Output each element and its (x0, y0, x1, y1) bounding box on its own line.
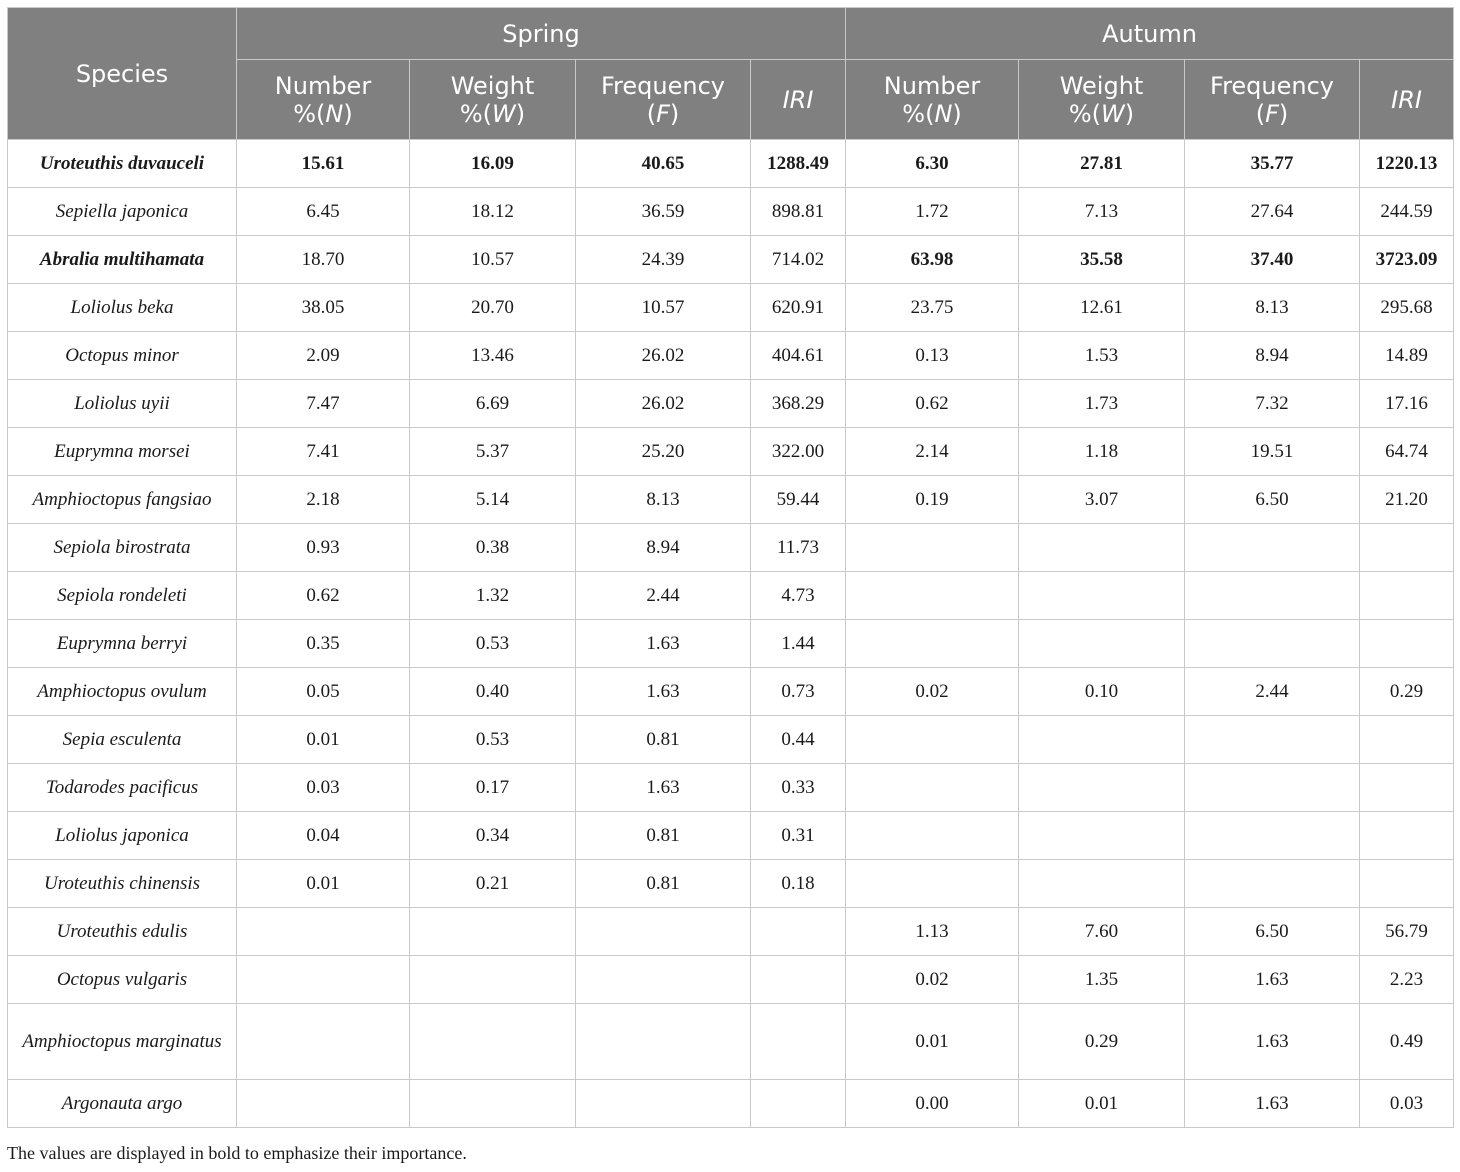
value-cell: 0.13 (846, 332, 1019, 380)
value-cell (846, 716, 1019, 764)
table-row (8, 140, 1454, 188)
value-cell: 0.01 (237, 860, 410, 908)
value-cell: 1.35 (1019, 956, 1185, 1004)
value-cell: 1.53 (1019, 332, 1185, 380)
value-cell (237, 1004, 410, 1080)
value-cell: 12.61 (1019, 284, 1185, 332)
value-cell: 1.44 (751, 620, 846, 668)
value-cell (1360, 620, 1454, 668)
value-cell: 1.18 (1019, 428, 1185, 476)
value-cell: 64.74 (1360, 428, 1454, 476)
value-cell (237, 908, 410, 956)
value-cell (576, 1080, 751, 1128)
value-cell: 8.94 (1185, 332, 1360, 380)
table-row (8, 956, 1454, 1004)
value-cell: 0.05 (237, 668, 410, 716)
value-cell (1185, 716, 1360, 764)
value-cell: 0.62 (846, 380, 1019, 428)
value-cell: 2.23 (1360, 956, 1454, 1004)
value-cell: 0.10 (1019, 668, 1185, 716)
value-cell: 26.02 (576, 380, 751, 428)
col-header: Number %(N) (237, 60, 410, 140)
value-cell: 295.68 (1360, 284, 1454, 332)
value-cell: 0.33 (751, 764, 846, 812)
value-cell (1360, 860, 1454, 908)
value-cell (846, 860, 1019, 908)
value-cell: 0.31 (751, 812, 846, 860)
table-row (8, 188, 1454, 236)
cephalopod-iri-table (7, 7, 1454, 1128)
species-cell: Loliolus uyii (8, 380, 237, 428)
species-cell: Euprymna morsei (8, 428, 237, 476)
species-cell: Octopus vulgaris (8, 956, 237, 1004)
value-cell: 5.37 (410, 428, 576, 476)
table-row (8, 668, 1454, 716)
value-cell: 7.60 (1019, 908, 1185, 956)
value-cell: 40.65 (576, 140, 751, 188)
value-cell: 17.16 (1360, 380, 1454, 428)
value-cell: 10.57 (410, 236, 576, 284)
value-cell (1185, 860, 1360, 908)
value-cell (1185, 764, 1360, 812)
value-cell: 0.38 (410, 524, 576, 572)
value-cell: 368.29 (751, 380, 846, 428)
value-cell (576, 956, 751, 1004)
value-cell: 6.45 (237, 188, 410, 236)
value-cell: 59.44 (751, 476, 846, 524)
value-cell: 0.02 (846, 956, 1019, 1004)
value-cell: 1.63 (576, 764, 751, 812)
value-cell: 11.73 (751, 524, 846, 572)
value-cell: 714.02 (751, 236, 846, 284)
table-row (8, 284, 1454, 332)
species-cell: Argonauta argo (8, 1080, 237, 1128)
value-cell: 36.59 (576, 188, 751, 236)
value-cell: 24.39 (576, 236, 751, 284)
value-cell: 6.50 (1185, 476, 1360, 524)
value-cell: 0.29 (1019, 1004, 1185, 1080)
value-cell (846, 620, 1019, 668)
value-cell: 5.14 (410, 476, 576, 524)
col-header: Number %(N) (846, 60, 1019, 140)
table-row (8, 908, 1454, 956)
value-cell: 0.00 (846, 1080, 1019, 1128)
value-cell: 1.63 (576, 620, 751, 668)
species-cell: Loliolus beka (8, 284, 237, 332)
col-header: Weight %(W) (1019, 60, 1185, 140)
value-cell (1185, 620, 1360, 668)
value-cell (1185, 572, 1360, 620)
species-header: Species (8, 8, 237, 140)
table-row (8, 1004, 1454, 1080)
value-cell: 1.13 (846, 908, 1019, 956)
value-cell: 0.29 (1360, 668, 1454, 716)
value-cell: 0.81 (576, 812, 751, 860)
table-row (8, 380, 1454, 428)
value-cell: 7.13 (1019, 188, 1185, 236)
species-cell: Sepiella japonica (8, 188, 237, 236)
value-cell: 8.13 (576, 476, 751, 524)
value-cell (410, 1004, 576, 1080)
value-cell (410, 908, 576, 956)
value-cell: 13.46 (410, 332, 576, 380)
value-cell: 1.63 (576, 668, 751, 716)
value-cell: 1.73 (1019, 380, 1185, 428)
value-cell: 0.53 (410, 716, 576, 764)
species-cell: Sepiola rondeleti (8, 572, 237, 620)
value-cell: 2.09 (237, 332, 410, 380)
value-cell: 26.02 (576, 332, 751, 380)
col-header: Weight %(W) (410, 60, 576, 140)
value-cell (751, 1004, 846, 1080)
value-cell (1019, 524, 1185, 572)
value-cell: 6.50 (1185, 908, 1360, 956)
table-row (8, 236, 1454, 284)
table-row (8, 812, 1454, 860)
species-cell: Euprymna berryi (8, 620, 237, 668)
table-row (8, 764, 1454, 812)
value-cell: 0.17 (410, 764, 576, 812)
species-cell: Amphioctopus fangsiao (8, 476, 237, 524)
value-cell: 16.09 (410, 140, 576, 188)
value-cell: 0.35 (237, 620, 410, 668)
value-cell: 2.18 (237, 476, 410, 524)
value-cell: 18.70 (237, 236, 410, 284)
value-cell: 0.73 (751, 668, 846, 716)
species-cell: Uroteuthis duvauceli (8, 140, 237, 188)
value-cell: 8.94 (576, 524, 751, 572)
col-header: IRI (751, 60, 846, 140)
value-cell: 63.98 (846, 236, 1019, 284)
value-cell (1185, 524, 1360, 572)
value-cell: 27.81 (1019, 140, 1185, 188)
value-cell: 7.41 (237, 428, 410, 476)
value-cell: 0.04 (237, 812, 410, 860)
value-cell (576, 1004, 751, 1080)
value-cell: 2.44 (1185, 668, 1360, 716)
value-cell (1019, 620, 1185, 668)
value-cell: 10.57 (576, 284, 751, 332)
value-cell (1360, 764, 1454, 812)
value-cell: 0.62 (237, 572, 410, 620)
value-cell: 4.73 (751, 572, 846, 620)
species-cell: Loliolus japonica (8, 812, 237, 860)
value-cell: 14.89 (1360, 332, 1454, 380)
table-row (8, 524, 1454, 572)
value-cell (846, 524, 1019, 572)
table-row (8, 332, 1454, 380)
species-cell: Amphioctopus ovulum (8, 668, 237, 716)
value-cell: 0.01 (846, 1004, 1019, 1080)
value-cell: 0.53 (410, 620, 576, 668)
value-cell: 322.00 (751, 428, 846, 476)
value-cell: 35.77 (1185, 140, 1360, 188)
value-cell: 0.21 (410, 860, 576, 908)
value-cell (751, 1080, 846, 1128)
species-cell: Amphioctopus marginatus (8, 1004, 237, 1080)
col-header: Frequency (F) (1185, 60, 1360, 140)
value-cell: 0.03 (237, 764, 410, 812)
value-cell: 21.20 (1360, 476, 1454, 524)
value-cell: 25.20 (576, 428, 751, 476)
value-cell: 898.81 (751, 188, 846, 236)
species-cell: Abralia multihamata (8, 236, 237, 284)
value-cell: 2.14 (846, 428, 1019, 476)
value-cell (1019, 764, 1185, 812)
value-cell: 7.47 (237, 380, 410, 428)
value-cell: 0.18 (751, 860, 846, 908)
col-header: Frequency (F) (576, 60, 751, 140)
value-cell: 19.51 (1185, 428, 1360, 476)
value-cell: 1288.49 (751, 140, 846, 188)
value-cell (1360, 716, 1454, 764)
value-cell: 0.44 (751, 716, 846, 764)
value-cell: 2.44 (576, 572, 751, 620)
value-cell (1019, 860, 1185, 908)
value-cell (410, 1080, 576, 1128)
value-cell: 0.40 (410, 668, 576, 716)
table-row (8, 476, 1454, 524)
value-cell: 6.69 (410, 380, 576, 428)
value-cell (751, 908, 846, 956)
value-cell (1019, 716, 1185, 764)
value-cell: 3723.09 (1360, 236, 1454, 284)
value-cell (1360, 572, 1454, 620)
value-cell: 38.05 (237, 284, 410, 332)
value-cell: 0.19 (846, 476, 1019, 524)
value-cell: 0.03 (1360, 1080, 1454, 1128)
autumn-header: Autumn (846, 8, 1454, 60)
value-cell: 3.07 (1019, 476, 1185, 524)
table-row (8, 860, 1454, 908)
value-cell: 0.93 (237, 524, 410, 572)
col-header: IRI (1360, 60, 1454, 140)
value-cell: 20.70 (410, 284, 576, 332)
value-cell: 1.32 (410, 572, 576, 620)
value-cell: 0.02 (846, 668, 1019, 716)
table-row (8, 428, 1454, 476)
value-cell (846, 764, 1019, 812)
spring-header: Spring (237, 8, 846, 60)
species-cell: Sepiola birostrata (8, 524, 237, 572)
value-cell: 1.72 (846, 188, 1019, 236)
table-row (8, 572, 1454, 620)
species-cell: Todarodes pacificus (8, 764, 237, 812)
table-footnote: The values are displayed in bold to emphasize their importance. (7, 1143, 467, 1163)
value-cell: 404.61 (751, 332, 846, 380)
value-cell (576, 908, 751, 956)
value-cell: 6.30 (846, 140, 1019, 188)
value-cell: 15.61 (237, 140, 410, 188)
species-cell: Uroteuthis chinensis (8, 860, 237, 908)
value-cell: 0.81 (576, 860, 751, 908)
value-cell: 8.13 (1185, 284, 1360, 332)
value-cell (1360, 812, 1454, 860)
value-cell: 620.91 (751, 284, 846, 332)
species-cell: Uroteuthis edulis (8, 908, 237, 956)
value-cell: 7.32 (1185, 380, 1360, 428)
value-cell: 0.34 (410, 812, 576, 860)
value-cell: 0.49 (1360, 1004, 1454, 1080)
value-cell (846, 812, 1019, 860)
table-row (8, 716, 1454, 764)
value-cell: 37.40 (1185, 236, 1360, 284)
value-cell: 1.63 (1185, 1080, 1360, 1128)
value-cell: 23.75 (846, 284, 1019, 332)
species-cell: Sepia esculenta (8, 716, 237, 764)
value-cell (1185, 812, 1360, 860)
value-cell: 35.58 (1019, 236, 1185, 284)
value-cell: 244.59 (1360, 188, 1454, 236)
value-cell: 27.64 (1185, 188, 1360, 236)
table-row (8, 620, 1454, 668)
value-cell (1360, 524, 1454, 572)
value-cell (846, 572, 1019, 620)
value-cell (410, 956, 576, 1004)
value-cell (1019, 572, 1185, 620)
value-cell (237, 1080, 410, 1128)
value-cell: 1220.13 (1360, 140, 1454, 188)
value-cell (1019, 812, 1185, 860)
value-cell (237, 956, 410, 1004)
value-cell: 1.63 (1185, 1004, 1360, 1080)
value-cell: 18.12 (410, 188, 576, 236)
value-cell: 0.01 (237, 716, 410, 764)
value-cell: 1.63 (1185, 956, 1360, 1004)
value-cell: 0.01 (1019, 1080, 1185, 1128)
table-row (8, 1080, 1454, 1128)
value-cell (751, 956, 846, 1004)
species-cell: Octopus minor (8, 332, 237, 380)
value-cell: 0.81 (576, 716, 751, 764)
value-cell: 56.79 (1360, 908, 1454, 956)
